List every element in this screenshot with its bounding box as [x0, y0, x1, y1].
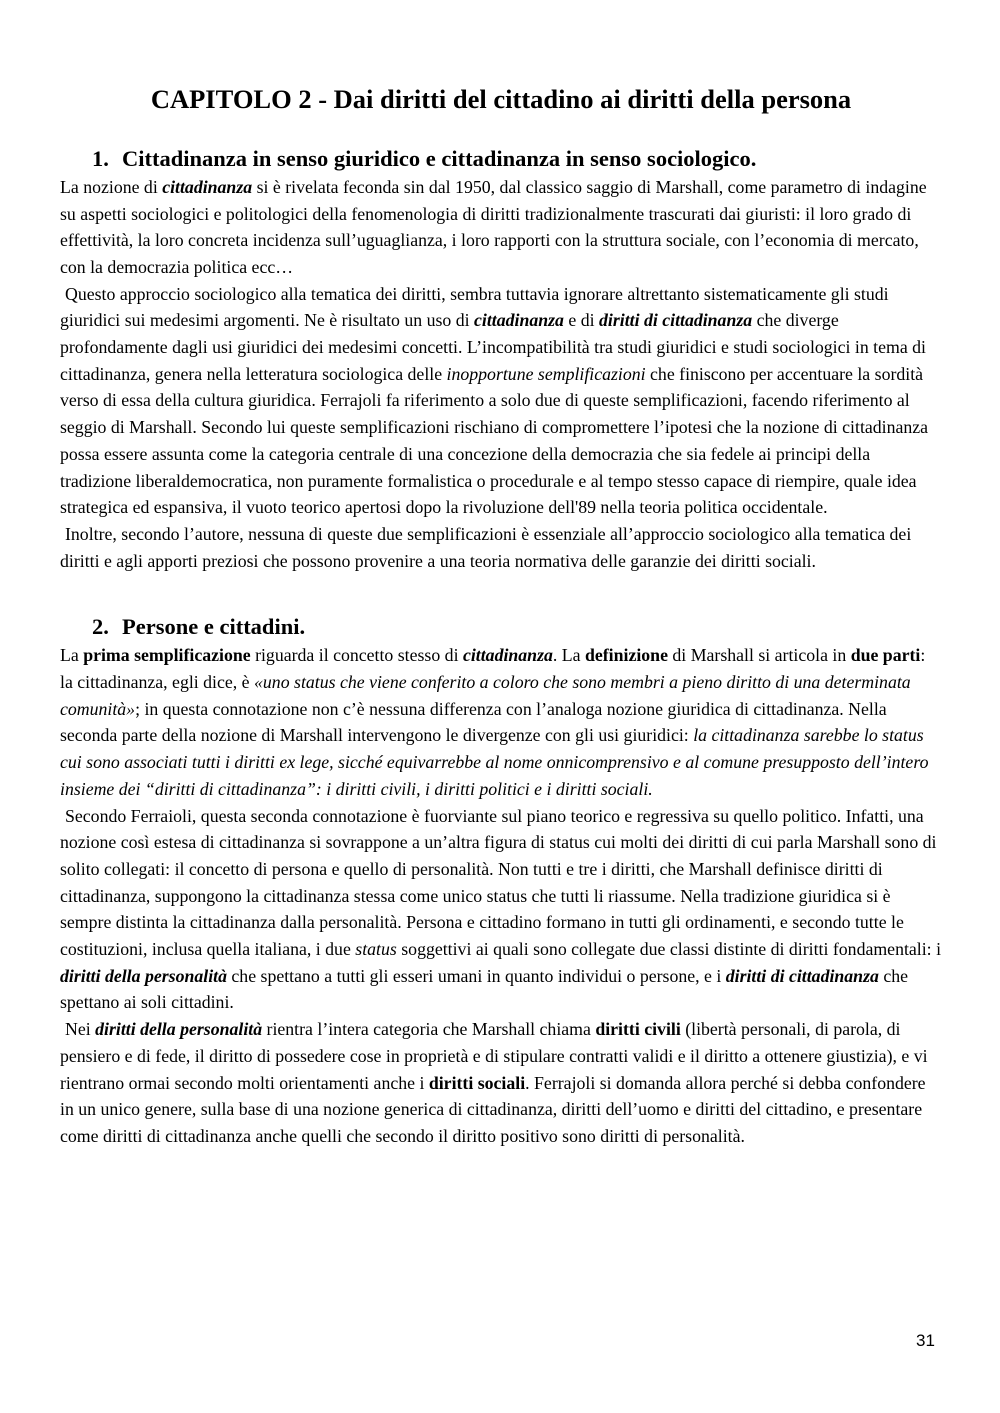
section-1-paragraph-2: Questo approccio sociologico alla tematica dei diritti, sembra tuttavia ignorare altrettanto sistematicamente gli studi giuridici sui medesimi argomenti. Ne è risultato un uso di cittadinanza e di diritti di cittadinanza che diverge profondamente dagli usi giuridici dei medesimi concetti. L’incompatibilità tra studi giuridici e studi sociologici in tema di cittadinanza, genera nella letteratura sociologica delle inopportune semplificazioni che finiscono per accentuare la sordità verso di essa della cultura giuridica. Ferrajoli fa riferimento a solo due di queste semplificazioni, facendo riferimento al seggio di Marshall. Secondo lui queste semplificazioni rischiano di compromettere l’ipotesi che la nozione di cittadinanza possa essere assunta come la categoria centrale di una concezione della democrazia che sia fedele ai principi della tradizione liberaldemocratica, non puramente formalistica o procedurale e al tempo stesso capace di riempire, quale idea strategica ed espansiva, il vuoto teorico apertosi dopo la rivoluzione dell'89 nella teoria politica occidentale. [60, 283, 929, 518]
section-1-heading [60, 144, 942, 174]
section-2-paragraph-1: La prima semplificazione riguarda il concetto stesso di cittadinanza. La definizione di Marshall si articola in due parti: la cittadinanza, egli dice, è «uno status che viene conferito a coloro che sono membri a pieno diritto di una determinata comunità»; in questa connotazione non c’è nessuna differenza con l’analoga nozione giuridica di cittadinanza. Nella seconda parte della nozione di Marshall intervengono le divergenze con gli usi giuridici: la cittadinanza sarebbe lo status cui sono associati tutti i diritti ex lege, sicché equivarrebbe al nome onnicomprensivo e al comune presupposto dell’intero insieme dei “diritti di cittadinanza”: i diritti civili, i diritti politici e i diritti sociali. [60, 645, 929, 799]
section-1-title: Cittadinanza in senso giuridico e cittadinanza in senso sociologico. [122, 145, 757, 171]
section-2-heading [60, 612, 942, 642]
section-2-paragraph-2: Secondo Ferraioli, questa seconda connotazione è fuorviante sul piano teorico e regressiva su quello politico. Infatti, una nozione così estesa di cittadinanza si sovrappone a un’altra figura di status cui molti dei diritti di cui parla Marshall sono di solito collegati: il concetto di persona e quello di personalità. Non tutti e tre i diritti, che Marshall definisce diritti di cittadinanza, suppongono la cittadinanza stessa come unico status che tutti li riassume. Nella tradizione giuridica si è sempre distinta la cittadinanza dalla personalità. Persona e cittadino formano in tutti gli ordinamenti, e secondo tutte le costituzioni, inclusa quella italiana, i due status soggettivi ai quali sono collegate due classi distinte di diritti fondamentali: i diritti della personalità che spettano a tutti gli esseri umani in quanto individui o persone, e i diritti di cittadinanza che spettano ai soli cittadini. [60, 805, 942, 1013]
section-2-number: 2. [92, 614, 109, 640]
section-1-paragraph-1: La nozione di cittadinanza si è rivelata feconda sin dal 1950, dal classico saggio di Marshall, come parametro di indagine su aspetti sociologici e politologici della fenomenologia di diritti tradizionalmente trascurati dai giuristi: il loro grado di effettività, la loro concreta incidenza sull’uguaglianza, i loro rapporti con la struttura sociale, con l’economia di mercato, con la democrazia politica ecc… [60, 176, 927, 277]
section-1-paragraph-3: Inoltre, secondo l’autore, nessuna di queste due semplificazioni è essenziale all’approccio sociologico alla tematica dei diritti e agli apporti preziosi che possono provenire a una teoria normativa delle garanzie dei diritti sociali. [60, 523, 912, 571]
section-2-paragraph-3: Nei diritti della personalità rientra l’intera categoria che Marshall chiama diritti civili (libertà personali, di parola, di pensiero e di fede, il diritto di possedere cose in proprietà e di stipulare contratti validi e il diritto a ottenere giustizia), e vi rientrano ormai secondo molti orientamenti anche i diritti sociali. Ferrajoli si domanda allora perché si debba confondere in un unico genere, sulla base di una nozione generica di cittadinanza, diritti dell’uomo e diritti del cittadino, e presentare come diritti di cittadinanza anche quelli che secondo il diritto positivo sono diritti di personalità. [60, 1019, 928, 1146]
chapter-title: CAPITOLO 2 - Dai diritti del cittadino ai diritti della persona [150, 84, 852, 114]
document-page [60, 84, 942, 1150]
section-1-number: 1. [92, 145, 109, 171]
section-2-title: Persone e cittadini. [122, 614, 306, 640]
page-number: 31 [916, 1331, 935, 1350]
